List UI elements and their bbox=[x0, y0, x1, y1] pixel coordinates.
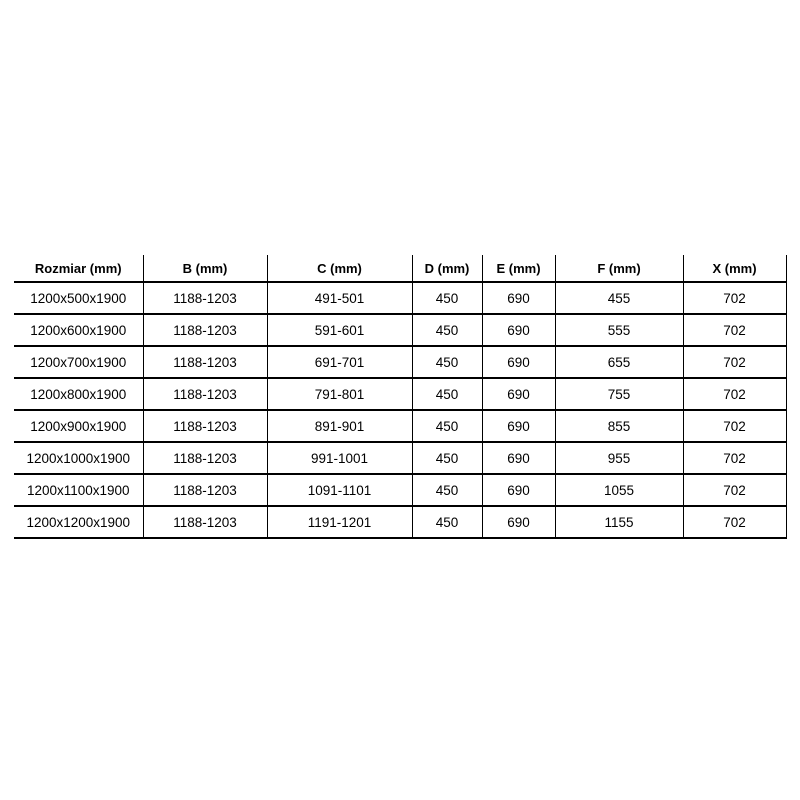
table-cell: 450 bbox=[412, 410, 482, 442]
table-cell: 450 bbox=[412, 442, 482, 474]
table-cell: 491-501 bbox=[267, 282, 412, 314]
column-header: D (mm) bbox=[412, 255, 482, 282]
table-cell: 1188-1203 bbox=[143, 346, 267, 378]
table-cell: 450 bbox=[412, 314, 482, 346]
table-cell: 855 bbox=[555, 410, 683, 442]
table-cell: 1188-1203 bbox=[143, 314, 267, 346]
column-header: E (mm) bbox=[482, 255, 555, 282]
table-cell: 690 bbox=[482, 474, 555, 506]
column-header: F (mm) bbox=[555, 255, 683, 282]
table-cell: 1055 bbox=[555, 474, 683, 506]
table-cell: 690 bbox=[482, 442, 555, 474]
table-row bbox=[14, 314, 786, 346]
table-cell: 1188-1203 bbox=[143, 474, 267, 506]
table-cell: 755 bbox=[555, 378, 683, 410]
table-cell: 1200x1000x1900 bbox=[14, 442, 143, 474]
table-cell: 702 bbox=[683, 282, 786, 314]
table-cell: 690 bbox=[482, 314, 555, 346]
table-cell: 891-901 bbox=[267, 410, 412, 442]
table-cell: 1188-1203 bbox=[143, 410, 267, 442]
table-cell: 1091-1101 bbox=[267, 474, 412, 506]
table-cell: 1188-1203 bbox=[143, 282, 267, 314]
table-cell: 1188-1203 bbox=[143, 506, 267, 538]
table-cell: 555 bbox=[555, 314, 683, 346]
table-cell: 702 bbox=[683, 442, 786, 474]
table-cell: 1200x500x1900 bbox=[14, 282, 143, 314]
table-row bbox=[14, 346, 786, 378]
table-row bbox=[14, 378, 786, 410]
table-cell: 450 bbox=[412, 474, 482, 506]
table-row bbox=[14, 282, 786, 314]
table-cell: 702 bbox=[683, 410, 786, 442]
table-body bbox=[14, 282, 786, 538]
table-cell: 455 bbox=[555, 282, 683, 314]
table-cell: 702 bbox=[683, 346, 786, 378]
table-cell: 450 bbox=[412, 506, 482, 538]
table-cell: 702 bbox=[683, 474, 786, 506]
table-cell: 655 bbox=[555, 346, 683, 378]
dimensions-spec-table bbox=[14, 255, 787, 539]
table-cell: 1188-1203 bbox=[143, 378, 267, 410]
column-header: B (mm) bbox=[143, 255, 267, 282]
table-row bbox=[14, 442, 786, 474]
table-row bbox=[14, 410, 786, 442]
table-cell: 690 bbox=[482, 378, 555, 410]
table-cell: 450 bbox=[412, 346, 482, 378]
table-cell: 450 bbox=[412, 378, 482, 410]
table-cell: 702 bbox=[683, 378, 786, 410]
table-cell: 1200x600x1900 bbox=[14, 314, 143, 346]
table-cell: 991-1001 bbox=[267, 442, 412, 474]
column-header: C (mm) bbox=[267, 255, 412, 282]
table-row bbox=[14, 506, 786, 538]
table-cell: 1155 bbox=[555, 506, 683, 538]
table-cell: 1200x1100x1900 bbox=[14, 474, 143, 506]
column-header: X (mm) bbox=[683, 255, 786, 282]
table-cell: 1200x800x1900 bbox=[14, 378, 143, 410]
table-cell: 791-801 bbox=[267, 378, 412, 410]
table-cell: 1200x1200x1900 bbox=[14, 506, 143, 538]
table-row bbox=[14, 474, 786, 506]
table-cell: 690 bbox=[482, 506, 555, 538]
table-cell: 591-601 bbox=[267, 314, 412, 346]
table-cell: 691-701 bbox=[267, 346, 412, 378]
table-cell: 955 bbox=[555, 442, 683, 474]
table-cell: 702 bbox=[683, 506, 786, 538]
header-row bbox=[14, 255, 786, 282]
table-cell: 690 bbox=[482, 410, 555, 442]
table-cell: 1200x900x1900 bbox=[14, 410, 143, 442]
table-cell: 1200x700x1900 bbox=[14, 346, 143, 378]
dimensions-table-container bbox=[14, 255, 787, 539]
column-header: Rozmiar (mm) bbox=[14, 255, 143, 282]
table-cell: 1191-1201 bbox=[267, 506, 412, 538]
table-cell: 450 bbox=[412, 282, 482, 314]
table-cell: 690 bbox=[482, 282, 555, 314]
table-cell: 702 bbox=[683, 314, 786, 346]
table-cell: 1188-1203 bbox=[143, 442, 267, 474]
table-cell: 690 bbox=[482, 346, 555, 378]
